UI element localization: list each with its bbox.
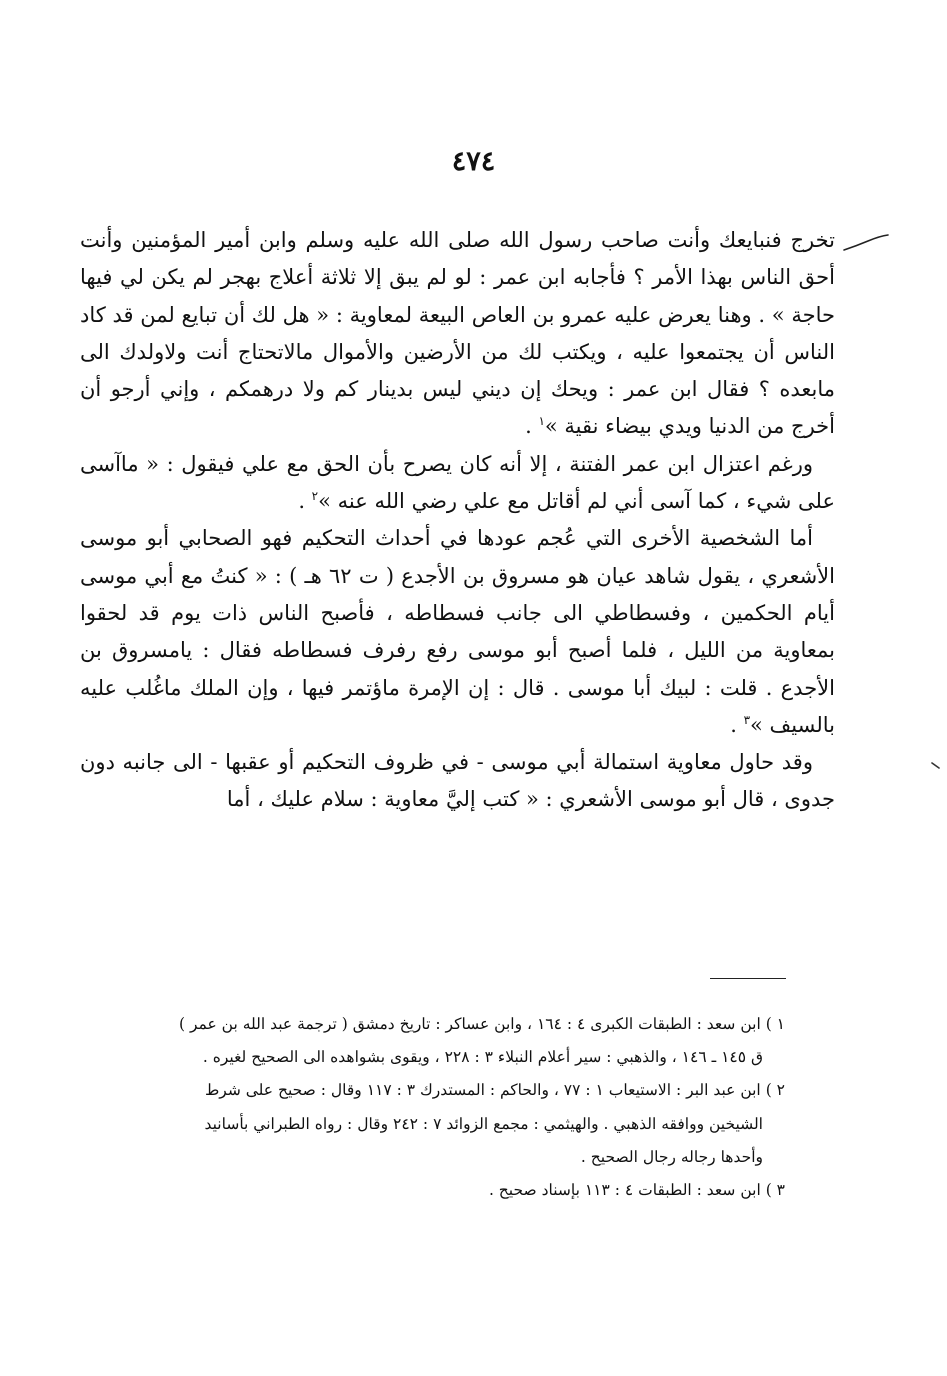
paragraph-end: . <box>525 414 539 439</box>
main-text <box>80 222 835 819</box>
footnote <box>105 1174 785 1207</box>
margin-tick-mark <box>930 760 942 772</box>
footnote-text: ابن سعد : الطبقات الكبرى ٤ : ١٦٤ ، وابن عساكر : تاريخ دمشق ( ترجمة عبد الله بن عمر ) <box>179 1015 761 1033</box>
footnote-ref: ١ <box>538 414 545 429</box>
paragraph-text: تخرج فنبايعك وأنت صاحب رسول الله صلى الله عليه وسلم وابن أمير المؤمنين وأنت أحق الناس بهذا الأمر ؟ فأجابه ابن عمر : لو لم يبق إلا ثلاثة أعلاج بهجر لم يكن لي فيها حاجة » . وهنا يعرض عليه عمرو بن العاص البيعة لمعاوية : « هل لك أن تبايع لمن قد كاد الناس أن يجتمعوا عليه ، ويكتب لك من الأرضين والأموال مالاتحتاج أنت ولاولدك الى مابعده ؟ فقال ابن عمر : ويحك إن ديني ليس بدينار كم ولا درهمكم ، وإني أرجو أن أخرج من الدنيا ويدي بيضاء نقية » <box>80 228 835 439</box>
footnote-text: ابن سعد : الطبقات ٤ : ١١٣ بإسناد صحيح . <box>488 1181 761 1200</box>
paragraph-text: ورغم اعتزال ابن عمر الفتنة ، إلا أنه كان يصرح بأن الحق مع علي فيقول : « ماآسى على شيء ، كما آسى أني لم أقاتل مع علي رضي الله عنه » <box>80 451 835 514</box>
footnote <box>105 1074 785 1107</box>
paragraph <box>80 744 835 819</box>
footnote-number: ١ ) <box>765 1015 785 1033</box>
margin-pen-mark <box>842 232 890 254</box>
footnote-continuation: وأحدها رجاله رجال الصحيح . <box>580 1147 763 1166</box>
footnote-number: ٢ ) <box>765 1081 785 1100</box>
footnote-number: ٣ ) <box>765 1181 785 1200</box>
footnote-text: ابن عبد البر : الاستيعاب ١ : ٧٧ ، والحاكم : المستدرك ٣ : ١١٧ وقال : صحيح على شرط <box>204 1081 761 1100</box>
footnotes <box>105 1008 785 1207</box>
footnote-continuation: ق ١٤٥ ـ ١٤٦ ، والذهبي : سير أعلام النبلاء ٣ : ٢٢٨ ، ويقوى بشواهده الى الصحيح لغيره . <box>202 1048 763 1067</box>
paragraph-text: وقد حاول معاوية استمالة أبي موسى - في ظروف التحكيم أو عقبها - الى جانبه دون جدوى ، قال أبو موسى الأشعري : « كتب إليَّ معاوية : سلام عليك ، أما <box>80 750 835 812</box>
paragraph <box>80 222 835 446</box>
footnote-continuation: الشيخين ووافقه الذهبي . والهيثمي : مجمع الزوائد ٧ : ٢٤٢ وقال : رواه الطبراني بأسانيد <box>204 1114 763 1133</box>
footnote-ref: ٢ <box>311 489 319 504</box>
footnote-separator <box>710 978 786 979</box>
paragraph <box>80 446 835 521</box>
paragraph <box>80 520 835 744</box>
footnote <box>105 1008 785 1041</box>
paragraph-end: . <box>298 489 312 514</box>
paragraph-end: . <box>730 712 744 737</box>
paragraph-text: أما الشخصية الأخرى التي عُجم عودها في أحداث التحكيم فهو الصحابي أبو موسى الأشعري ، يقول شاهد عيان هو مسروق بن الأجدع ( ت ٦٢ هـ ) : « كنتُ مع أبي موسى أيام الحكمين ، وفسطاطي الى جانب فسطاطه ، فأصبح الناس ذات يوم قد لحقوا بمعاوية من الليل ، فلما أصبح أبو موسى رفع رفرف فسطاطه فقال : يامسروق بن الأجدع . قلت : لبيك أبا موسى . قال : إن الإمرة ماؤتمر فيها ، وإن الملك ماغُلب عليه بالسيف » <box>80 526 835 737</box>
footnote-ref: ٣ <box>743 712 751 727</box>
page-number: ٤٧٤ <box>451 146 496 177</box>
